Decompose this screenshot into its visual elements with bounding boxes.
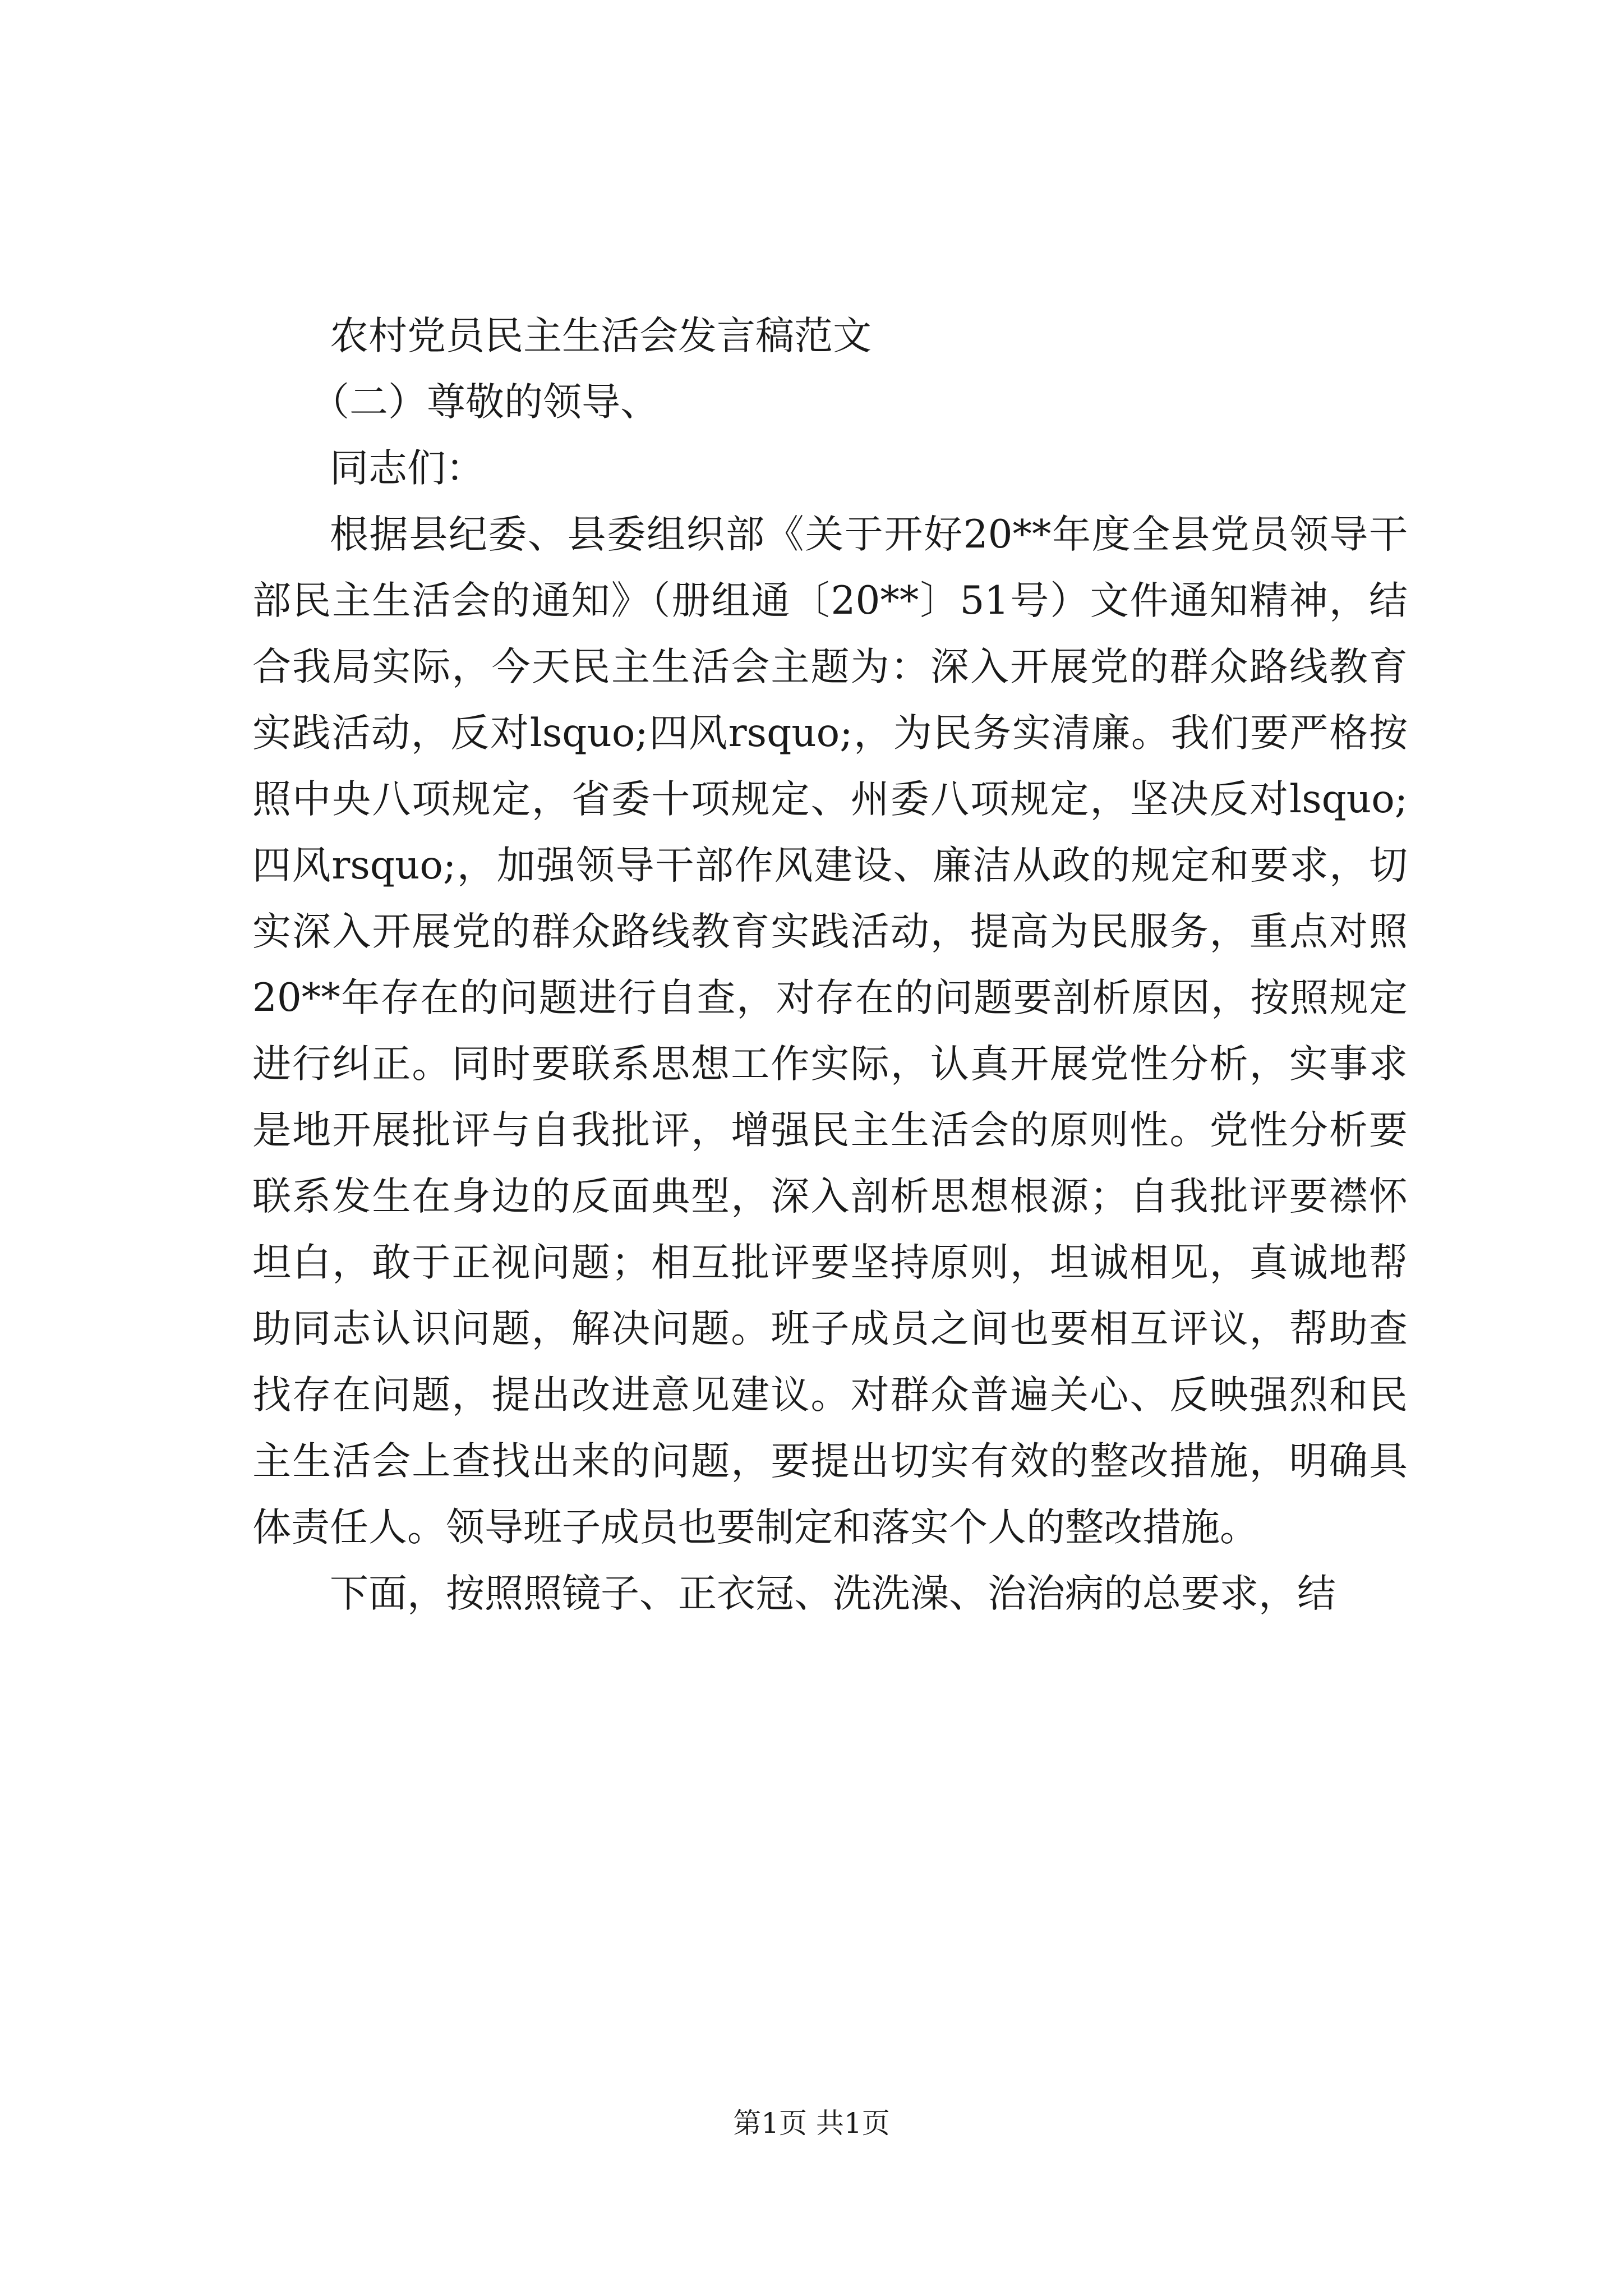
document-title: 农村党员民主生活会发言稿范文 bbox=[330, 314, 872, 358]
page-footer: 第1页 共1页 bbox=[733, 2107, 890, 2139]
document-body bbox=[252, 303, 1408, 1627]
salutation: 同志们： bbox=[330, 446, 485, 491]
document-subtitle: （二）尊敬的领导、 bbox=[311, 380, 659, 425]
paragraph-2: 下面，按照照镜子、正衣冠、洗洗澡、治治病的总要求，结 bbox=[330, 1571, 1336, 1616]
paragraph-1: 根据县纪委、县委组织部《关于开好20**年度全县党员领导干部民主生活会的通知》（册组通〔20**〕51号）文件通知精神，结合我局实际，今天民主生活会主题为：深入开展党的群众路线教育实践活动，反对lsquo;四风rsquo;，为民务实清廉。我们要严格按照中央八项规定，省委十项规定、州委八项规定，坚决反对lsquo;四风rsquo;，加强领导干部作风建设、廉洁从政的规定和要求，切实深入开展党的群众路线教育实践活动，提高为民服务，重点对照20**年存在的问题进行自查，对存在的问题要剖析原因，按照规定进行纠正。同时要联系思想工作实际，认真开展党性分析，实事求是地开展批评与自我批评，增强民主生活会的原则性。党性分析要联系发生在身边的反面典型，深入剖析思想根源；自我批评要襟怀坦白，敢于正视问题；相互批评要坚持原则，坦诚相见，真诚地帮助同志认识问题，解决问题。班子成员之间也要相互评议，帮助查找存在问题，提出改进意见建议。对群众普遍关心、反映强烈和民主生活会上查找出来的问题，要提出切实有效的整改措施，明确具体责任人。领导班子成员也要制定和落实个人的整改措施。 bbox=[252, 512, 1408, 1550]
